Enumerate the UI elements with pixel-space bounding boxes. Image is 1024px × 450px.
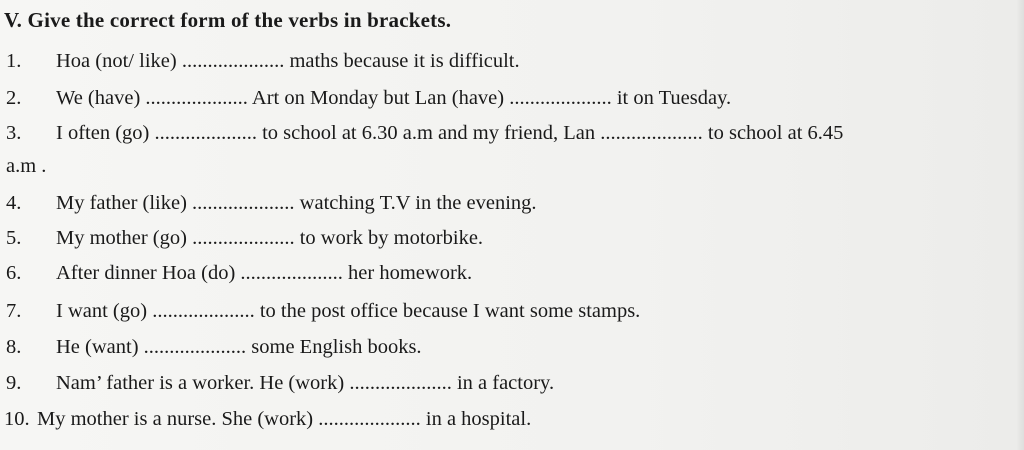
item-text: My mother (go) .................... to work by motorbike. [56,227,484,249]
item-text: We (have) .................... Art on Monday but Lan (have) .................... it on Tuesday. [56,87,732,109]
item-text: After dinner Hoa (do) .................... her homework. [56,262,473,284]
exercise-title: V. Give the correct form of the verbs in brackets. [4,8,452,32]
item-text: I often (go) .................... to school at 6.30 a.m and my friend, Lan .................... to school at 6.45 [56,122,844,144]
item-text: My father (like) .................... watching T.V in the evening. [56,192,537,214]
item-number: 4. [6,192,22,214]
item-text: Nam’ father is a worker. He (work) .................... in a factory. [56,372,555,394]
item-number: 6. [6,262,22,284]
item-text: I want (go) .................... to the post office because I want some stamps. [56,300,641,322]
item-number: 3. [6,122,22,144]
item-text: Hoa (not/ like) .................... maths because it is difficult. [56,50,520,72]
item-number: 1. [6,50,22,72]
item-3-continuation: a.m . [6,155,47,177]
item-number: 7. [6,300,22,322]
item-number: 5. [6,227,22,249]
item-number: 10. [4,408,30,430]
page-edge-shadow [1016,0,1024,450]
item-number: 9. [6,372,22,394]
item-text: My mother is a nurse. She (work) .................... in a hospital. [37,408,532,430]
item-number: 8. [6,336,22,358]
item-text: He (want) .................... some English books. [56,336,422,358]
item-number: 2. [6,87,22,109]
